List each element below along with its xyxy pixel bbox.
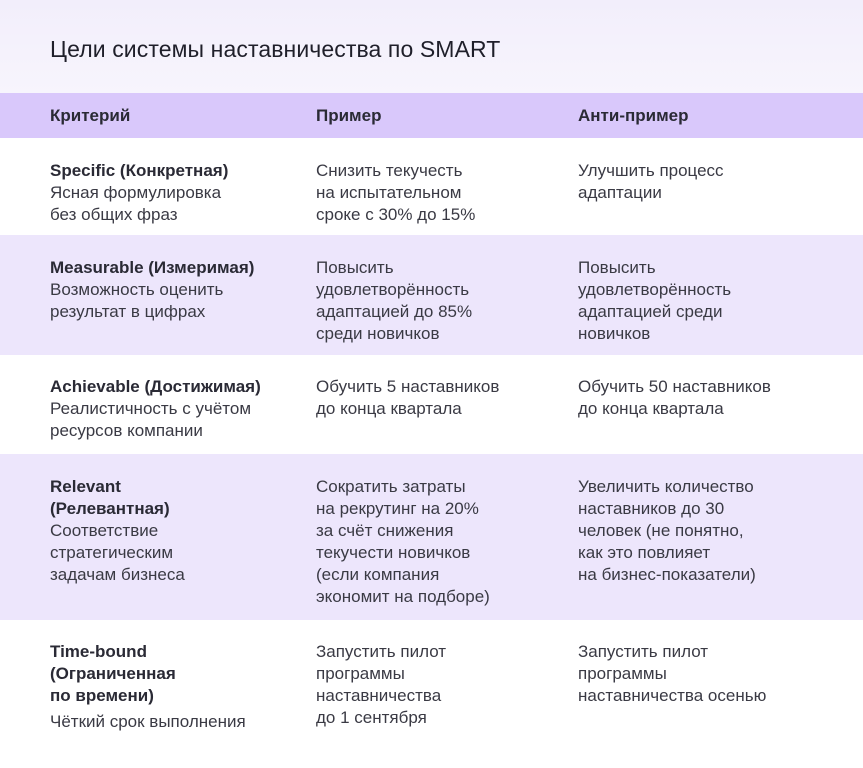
criterion-description: Соответствие стратегическим задачам бизнеса bbox=[50, 521, 185, 584]
table-row bbox=[0, 235, 863, 355]
criterion-name: Time-bound (Ограниченная по времени) bbox=[50, 642, 176, 705]
criterion-cell bbox=[50, 257, 290, 323]
criterion-description: Чёткий срок выполнения bbox=[50, 712, 246, 731]
criterion-cell bbox=[50, 376, 290, 442]
criterion-description: Ясная формулировка без общих фраз bbox=[50, 183, 222, 224]
example-cell: Повысить удовлетворённость адаптацией до 85% среди новичков bbox=[316, 258, 473, 343]
anti-example-cell: Улучшить процесс адаптации bbox=[578, 161, 724, 202]
example-cell: Сократить затраты на рекрутинг на 20% за счёт снижения текучести новичков (если компания экономит на подборе) bbox=[316, 477, 490, 606]
anti-example-cell: Увеличить количество наставников до 30 человек (не понятно, как это повлияет на бизнес-показатели) bbox=[578, 477, 756, 584]
table-row bbox=[0, 454, 863, 620]
criterion-name: Measurable (Измеримая) bbox=[50, 258, 255, 277]
table-header-row bbox=[0, 93, 863, 138]
anti-example-cell: Повысить удовлетворённость адаптацией среди новичков bbox=[578, 258, 732, 343]
smart-table bbox=[0, 93, 863, 768]
anti-example-cell: Обучить 50 наставников до конца квартала bbox=[578, 377, 771, 418]
header-example: Пример bbox=[316, 106, 382, 125]
example-cell: Обучить 5 наставников до конца квартала bbox=[316, 377, 500, 418]
criterion-cell bbox=[50, 476, 290, 586]
criterion-cell bbox=[50, 160, 290, 226]
criterion-description: Реалистичность с учётом ресурсов компании bbox=[50, 399, 252, 440]
page-title: Цели системы наставничества по SMART bbox=[50, 36, 501, 62]
header-criterion: Критерий bbox=[50, 106, 131, 125]
table-row bbox=[0, 620, 863, 768]
criterion-cell bbox=[50, 641, 290, 733]
criterion-name: Achievable (Достижимая) bbox=[50, 377, 261, 396]
criterion-name: Relevant (Релевантная) bbox=[50, 477, 170, 518]
anti-example-cell: Запустить пилот программы наставничества осенью bbox=[578, 642, 767, 705]
title-band bbox=[0, 0, 863, 93]
criterion-name: Specific (Конкретная) bbox=[50, 161, 229, 180]
table-row bbox=[0, 355, 863, 454]
example-cell: Запустить пилот программы наставничества до 1 сентября bbox=[316, 642, 447, 727]
table-row bbox=[0, 138, 863, 235]
example-cell: Снизить текучесть на испытательном сроке с 30% до 15% bbox=[316, 161, 476, 224]
header-anti-example: Анти-пример bbox=[578, 106, 689, 125]
criterion-description: Возможность оценить результат в цифрах bbox=[50, 280, 224, 321]
